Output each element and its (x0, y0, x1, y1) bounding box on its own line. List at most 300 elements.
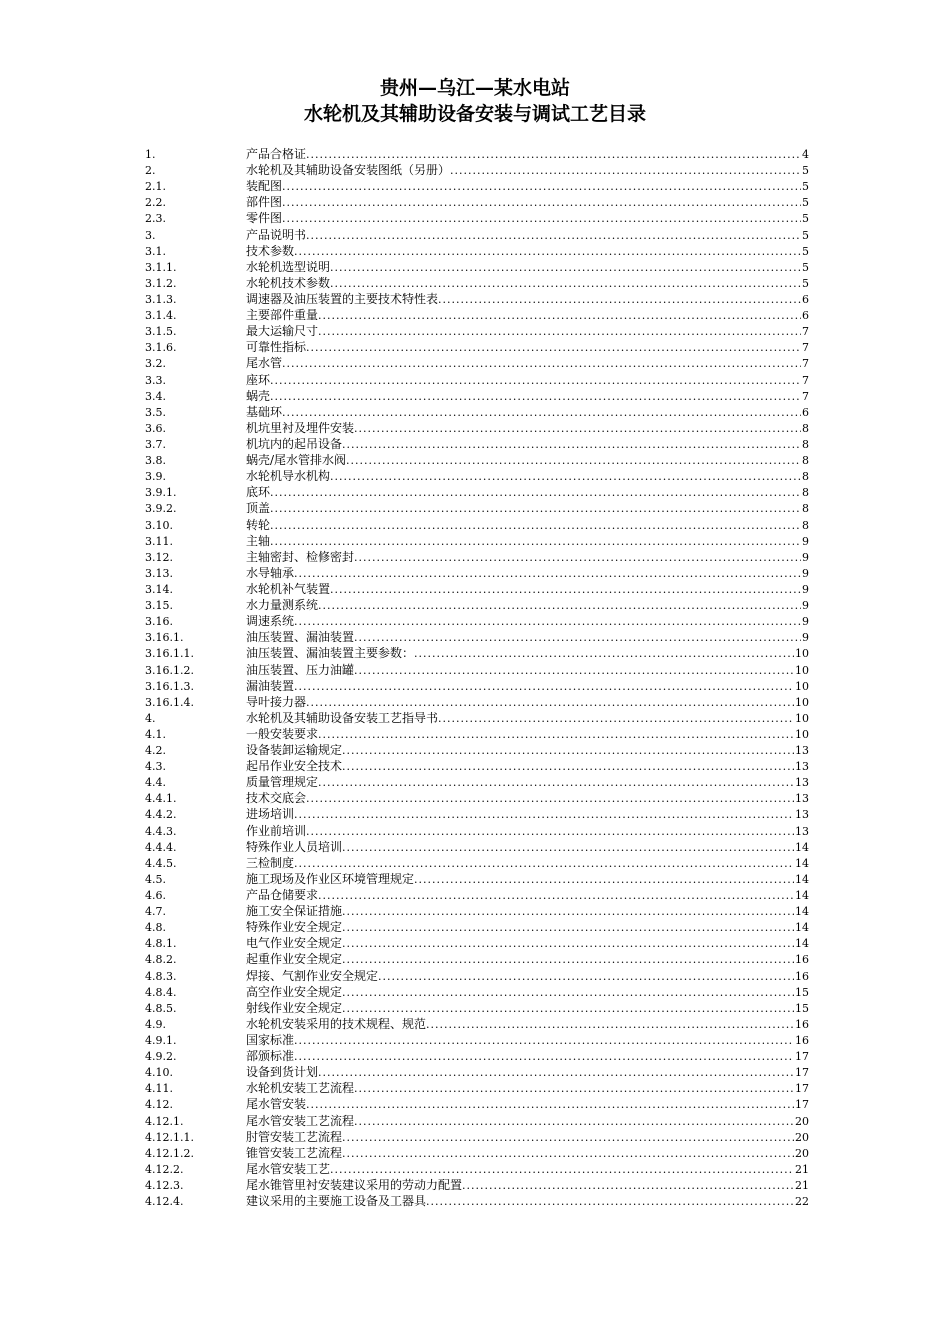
toc-dot-leader (354, 630, 801, 646)
toc-entry[interactable] (145, 533, 809, 549)
toc-entry-title: 漏油装置 (246, 678, 295, 693)
toc-entry-number: 4.10. (145, 1066, 173, 1080)
toc-entry-page-number: 8 (802, 421, 809, 435)
toc-entry[interactable] (145, 355, 809, 371)
toc-entry-title: 部件图 (246, 195, 283, 210)
toc-entry-number: 3.13. (145, 566, 173, 580)
toc-entry-title: 座环 (246, 372, 271, 387)
document-title-line2: 水轮机及其辅助设备安装与调试工艺目录 (303, 103, 646, 125)
toc-entry-number: 4. (145, 711, 156, 725)
toc-entry[interactable] (145, 1113, 809, 1129)
toc-entry[interactable] (145, 855, 809, 871)
toc-entry-number: 4.4.2. (145, 808, 177, 822)
toc-dot-leader (414, 872, 794, 888)
toc-entry-page-number: 21 (795, 1179, 809, 1192)
toc-dot-leader (294, 807, 794, 823)
toc-entry[interactable] (145, 774, 809, 790)
toc-dot-leader (330, 469, 801, 485)
toc-entry-page-number: 4 (802, 148, 809, 161)
toc-entry-number: 3.16.1. (145, 631, 184, 645)
toc-entry-page-number: 13 (795, 776, 809, 790)
toc-entry[interactable] (145, 420, 809, 436)
toc-entry-title: 技术参数 (246, 243, 295, 258)
toc-entry[interactable] (145, 565, 809, 581)
toc-entry-title: 施工安全保证措施 (246, 904, 343, 919)
toc-entry-number: 4.8.3. (145, 969, 177, 983)
toc-entry-page-number: 15 (795, 1001, 809, 1015)
toc-entry-page-number: 14 (795, 840, 809, 854)
toc-entry-number: 4.4.1. (145, 792, 177, 806)
toc-dot-leader (294, 679, 794, 695)
toc-entry-number: 2.1. (145, 180, 166, 194)
toc-entry-number: 3.14. (145, 582, 173, 596)
toc-entry-page-number: 16 (795, 969, 809, 983)
toc-entry-number: 3. (145, 228, 156, 242)
toc-entry-page-number: 16 (795, 953, 809, 967)
toc-dot-leader (318, 598, 801, 614)
toc-dot-leader (342, 840, 794, 856)
toc-dot-leader (270, 534, 801, 550)
toc-entry-number: 3.16. (145, 615, 173, 629)
toc-entry-title: 底环 (246, 485, 271, 500)
toc-entry-page-number: 9 (802, 534, 809, 548)
toc-dot-leader (342, 1146, 794, 1162)
toc-entry-number: 4.8. (145, 921, 166, 935)
toc-dot-leader (354, 663, 794, 679)
toc-entry-page-number: 20 (795, 1130, 809, 1144)
toc-entry-number: 4.8.2. (145, 953, 177, 967)
toc-entry-title: 装配图 (246, 179, 283, 194)
toc-dot-leader (282, 211, 801, 227)
toc-dot-leader (306, 1097, 794, 1113)
toc-dot-leader (342, 985, 794, 1001)
toc-entry[interactable] (145, 1096, 809, 1112)
toc-entry-page-number: 9 (802, 566, 809, 580)
toc-entry[interactable] (145, 243, 809, 259)
toc-entry-number: 4.6. (145, 889, 166, 903)
toc-entry[interactable] (145, 629, 809, 645)
toc-entry-page-number: 16 (795, 1034, 809, 1048)
toc-entry[interactable] (145, 597, 809, 613)
toc-dot-leader (354, 1081, 794, 1097)
toc-entry[interactable] (145, 790, 809, 806)
toc-dot-leader (270, 485, 801, 501)
toc-entry-page-number: 8 (802, 486, 809, 500)
toc-entry-title: 起吊作业安全技术 (246, 759, 343, 774)
toc-entry-number: 2.2. (145, 196, 166, 210)
toc-dot-leader (330, 276, 801, 292)
toc-entry-title: 肘管安装工艺流程 (246, 1129, 343, 1144)
toc-entry-number: 3.16.1.1. (145, 647, 194, 661)
toc-dot-leader (462, 1178, 794, 1194)
toc-entry-number: 4.8.4. (145, 985, 177, 999)
toc-entry-number: 4.11. (145, 1082, 173, 1096)
toc-entry-number: 4.12.1.2. (145, 1146, 194, 1160)
toc-dot-leader (342, 920, 794, 936)
toc-entry-number: 2. (145, 164, 156, 178)
toc-entry[interactable] (145, 919, 809, 935)
toc-dot-leader (342, 743, 794, 759)
toc-entry-title: 水导轴承 (246, 565, 295, 580)
toc-entry-page-number: 10 (795, 695, 809, 709)
toc-entry-number: 3.1. (145, 244, 166, 258)
toc-entry-number: 3.2. (145, 357, 166, 371)
toc-entry[interactable] (145, 581, 809, 597)
toc-entry-title: 调速系统 (246, 614, 295, 629)
toc-entry-number: 4.4. (145, 776, 166, 790)
toc-entry-page-number: 13 (795, 808, 809, 822)
toc-entry[interactable] (145, 984, 809, 1000)
toc-dot-leader (294, 856, 794, 872)
toc-entry-number: 3.16.1.2. (145, 663, 194, 677)
toc-entry-title: 调速器及油压装置的主要技术特性表 (246, 291, 439, 306)
toc-entry[interactable] (145, 935, 809, 951)
toc-entry[interactable] (145, 968, 809, 984)
toc-entry[interactable] (145, 806, 809, 822)
toc-entry-page-number: 16 (795, 1017, 809, 1031)
toc-dot-leader (270, 518, 801, 534)
toc-entry-number: 4.8.1. (145, 937, 177, 951)
toc-entry-page-number: 14 (795, 872, 809, 886)
toc-dot-leader (294, 1033, 794, 1049)
toc-entry[interactable] (145, 436, 809, 452)
toc-entry-title: 基础环 (246, 404, 283, 419)
toc-dot-leader (354, 1114, 794, 1130)
toc-entry-title: 转轮 (246, 517, 271, 532)
toc-entry-page-number: 14 (795, 856, 809, 870)
toc-entry-page-number: 5 (802, 180, 809, 194)
toc-entry-page-number: 5 (802, 212, 809, 226)
toc-dot-leader (294, 244, 801, 260)
toc-entry[interactable] (145, 291, 809, 307)
toc-entry-page-number: 5 (802, 228, 809, 242)
toc-dot-leader (354, 421, 801, 437)
toc-dot-leader (426, 1194, 794, 1210)
toc-entry-page-number: 8 (802, 502, 809, 516)
toc-entry-page-number: 14 (795, 905, 809, 919)
toc-entry[interactable] (145, 275, 809, 291)
toc-entry-title: 产品仓储要求 (246, 888, 319, 903)
toc-dot-leader (438, 711, 794, 727)
toc-entry[interactable] (145, 662, 809, 678)
toc-entry-number: 3.16.1.3. (145, 679, 194, 693)
toc-entry[interactable] (145, 613, 809, 629)
toc-dot-leader (282, 195, 801, 211)
toc-dot-leader (306, 340, 801, 356)
toc-entry[interactable] (145, 678, 809, 694)
toc-entry[interactable] (145, 194, 809, 210)
toc-dot-leader (346, 453, 801, 469)
toc-entry-page-number: 13 (795, 744, 809, 758)
toc-entry-number: 4.1. (145, 727, 166, 741)
toc-entry-title: 三检制度 (246, 855, 295, 870)
toc-entry-number: 4.12.1. (145, 1114, 184, 1128)
toc-dot-leader (342, 904, 794, 920)
toc-entry-page-number: 5 (802, 164, 809, 178)
toc-entry-page-number: 10 (795, 711, 809, 725)
toc-entry[interactable] (145, 694, 809, 710)
toc-dot-leader (282, 405, 801, 421)
toc-entry-number: 4.9.2. (145, 1050, 177, 1064)
toc-entry-title: 产品说明书 (246, 227, 307, 242)
table-of-contents (145, 146, 809, 1209)
toc-entry[interactable] (145, 452, 809, 468)
toc-entry-number: 3.9. (145, 470, 166, 484)
toc-entry[interactable] (145, 1016, 809, 1032)
toc-entry-page-number: 5 (802, 244, 809, 258)
toc-entry-title: 蜗壳 (246, 388, 271, 403)
toc-entry[interactable] (145, 227, 809, 243)
toc-entry[interactable] (145, 1145, 809, 1161)
toc-dot-leader (318, 324, 801, 340)
toc-dot-leader (270, 501, 801, 517)
toc-entry-title: 可靠性指标 (246, 340, 307, 355)
toc-entry-page-number: 5 (802, 260, 809, 274)
toc-entry-title: 最大运输尺寸 (246, 324, 319, 339)
toc-entry-title: 水轮机导水机构 (246, 469, 331, 484)
toc-entry-number: 3.15. (145, 599, 173, 613)
toc-entry-title: 水力量测系统 (246, 598, 319, 613)
toc-dot-leader (342, 759, 794, 775)
toc-dot-leader (342, 1001, 794, 1017)
toc-entry-page-number: 20 (795, 1114, 809, 1128)
toc-entry[interactable] (145, 178, 809, 194)
toc-entry[interactable] (145, 1161, 809, 1177)
toc-entry-number: 3.1.2. (145, 276, 177, 290)
toc-entry-page-number: 7 (802, 325, 809, 339)
toc-dot-leader (330, 582, 801, 598)
toc-dot-leader (438, 292, 801, 308)
toc-entry[interactable] (145, 903, 809, 919)
toc-dot-leader (318, 888, 794, 904)
toc-entry-number: 3.9.2. (145, 502, 177, 516)
toc-entry[interactable] (145, 372, 809, 388)
toc-entry-title: 油压装置、压力油罐 (246, 662, 355, 677)
toc-entry-title: 水轮机安装工艺流程 (246, 1081, 355, 1096)
toc-entry-number: 3.7. (145, 437, 166, 451)
toc-dot-leader (270, 373, 801, 389)
toc-entry[interactable] (145, 549, 809, 565)
toc-dot-leader (306, 695, 794, 711)
toc-entry-title: 电气作业安全规定 (246, 936, 343, 951)
toc-entry[interactable] (145, 146, 809, 162)
toc-entry-title: 作业前培训 (246, 823, 307, 838)
toc-dot-leader (318, 727, 794, 743)
toc-entry-title: 施工现场及作业区环境管理规定 (246, 871, 415, 886)
toc-entry[interactable] (145, 1064, 809, 1080)
toc-dot-leader (306, 147, 801, 163)
toc-entry-title: 机坑内的起吊设备 (246, 436, 343, 451)
toc-entry[interactable] (145, 468, 809, 484)
toc-entry-title: 尾水管安装工艺流程 (246, 1113, 355, 1128)
toc-entry[interactable] (145, 1193, 809, 1209)
toc-entry[interactable] (145, 517, 809, 533)
toc-entry-title: 一般安装要求 (246, 726, 319, 741)
toc-entry-number: 4.9.1. (145, 1034, 177, 1048)
toc-entry-title: 进场培训 (246, 807, 295, 822)
toc-dot-leader (378, 969, 794, 985)
toc-entry[interactable] (145, 839, 809, 855)
toc-entry[interactable] (145, 1177, 809, 1193)
toc-entry-number: 4.5. (145, 872, 166, 886)
toc-entry-title: 锥管安装工艺流程 (246, 1145, 343, 1160)
toc-entry-title: 射线作业安全规定 (246, 1000, 343, 1015)
toc-entry[interactable] (145, 388, 809, 404)
toc-entry-page-number: 6 (802, 405, 809, 419)
toc-entry[interactable] (145, 404, 809, 420)
toc-entry-page-number: 7 (802, 357, 809, 371)
toc-entry-page-number: 13 (795, 792, 809, 806)
toc-dot-leader (354, 550, 801, 566)
toc-entry-title: 设备装卸运输规定 (246, 743, 343, 758)
toc-dot-leader (342, 437, 801, 453)
toc-dot-leader (342, 1130, 794, 1146)
toc-entry-number: 4.9. (145, 1017, 166, 1031)
toc-entry-number: 4.4.3. (145, 824, 177, 838)
toc-entry[interactable] (145, 484, 809, 500)
toc-dot-leader (270, 389, 801, 405)
toc-entry[interactable] (145, 645, 809, 661)
toc-entry-title: 质量管理规定 (246, 775, 319, 790)
toc-entry[interactable] (145, 887, 809, 903)
toc-dot-leader (294, 566, 801, 582)
toc-entry-number: 3.1.1. (145, 260, 177, 274)
toc-entry[interactable] (145, 323, 809, 339)
toc-dot-leader (342, 952, 794, 968)
toc-entry-page-number: 15 (795, 985, 809, 999)
toc-entry-page-number: 14 (795, 889, 809, 903)
toc-dot-leader (318, 308, 801, 324)
toc-entry-number: 3.1.4. (145, 309, 177, 323)
toc-entry-number: 3.1.5. (145, 325, 177, 339)
toc-entry-page-number: 14 (795, 921, 809, 935)
toc-entry-page-number: 5 (802, 276, 809, 290)
toc-entry[interactable] (145, 307, 809, 323)
toc-entry-page-number: 5 (802, 196, 809, 210)
toc-entry-number: 2.3. (145, 212, 166, 226)
toc-entry-number: 3.3. (145, 373, 166, 387)
toc-entry-page-number: 9 (802, 631, 809, 645)
toc-entry[interactable] (145, 742, 809, 758)
toc-entry[interactable] (145, 1048, 809, 1064)
toc-entry-title: 主轴 (246, 533, 271, 548)
toc-dot-leader (342, 936, 794, 952)
toc-entry-page-number: 21 (795, 1162, 809, 1176)
toc-entry-page-number: 9 (802, 599, 809, 613)
toc-entry-page-number: 7 (802, 341, 809, 355)
toc-entry[interactable] (145, 951, 809, 967)
toc-entry-title: 尾水锥管里衬安装建议采用的劳动力配置 (246, 1178, 463, 1192)
toc-entry-title: 油压装置、漏油装置 (246, 630, 355, 645)
toc-dot-leader (306, 228, 801, 244)
toc-entry-page-number: 6 (802, 309, 809, 323)
toc-dot-leader (414, 646, 794, 662)
toc-entry[interactable] (145, 210, 809, 226)
toc-entry-page-number: 8 (802, 454, 809, 468)
toc-entry-number: 3.8. (145, 454, 166, 468)
toc-entry-title: 水轮机安装采用的技术规程、规范 (246, 1016, 427, 1031)
toc-entry-page-number: 17 (795, 1098, 809, 1112)
toc-entry[interactable] (145, 1129, 809, 1145)
toc-entry-number: 1. (145, 148, 156, 161)
toc-entry[interactable] (145, 500, 809, 516)
toc-entry-title: 尾水管 (246, 356, 283, 371)
toc-entry-page-number: 13 (795, 824, 809, 838)
toc-entry-title: 特殊作业人员培训 (246, 839, 343, 854)
toc-entry-page-number: 6 (802, 292, 809, 306)
toc-entry[interactable] (145, 339, 809, 355)
toc-entry-page-number: 17 (795, 1050, 809, 1064)
toc-entry-page-number: 7 (802, 389, 809, 403)
toc-dot-leader (306, 791, 794, 807)
toc-entry-number: 3.16.1.4. (145, 695, 194, 709)
toc-entry-number: 3.9.1. (145, 486, 177, 500)
toc-entry-number: 4.4.4. (145, 840, 177, 854)
toc-entry-title: 技术交底会 (246, 791, 307, 806)
toc-entry-number: 4.12. (145, 1098, 173, 1112)
toc-dot-leader (318, 1065, 794, 1081)
toc-entry-page-number: 10 (795, 647, 809, 661)
toc-entry-number: 4.8.5. (145, 1001, 177, 1015)
toc-entry-title: 水轮机技术参数 (246, 275, 331, 290)
toc-entry-number: 3.6. (145, 421, 166, 435)
toc-dot-leader (426, 1017, 794, 1033)
toc-entry-page-number: 9 (802, 615, 809, 629)
toc-entry-title: 水轮机补气装置 (246, 581, 331, 596)
toc-entry[interactable] (145, 726, 809, 742)
toc-entry[interactable] (145, 710, 809, 726)
toc-entry-page-number: 8 (802, 518, 809, 532)
toc-entry-title: 尾水管安装 (246, 1097, 307, 1112)
toc-entry[interactable] (145, 823, 809, 839)
toc-entry[interactable] (145, 162, 809, 178)
toc-entry-number: 4.7. (145, 905, 166, 919)
toc-entry-page-number: 8 (802, 470, 809, 484)
toc-entry-title: 起重作业安全规定 (246, 952, 343, 967)
toc-entry-page-number: 8 (802, 437, 809, 451)
toc-entry-title: 机坑里衬及埋件安装 (246, 420, 355, 435)
toc-entry-number: 4.4.5. (145, 856, 177, 870)
toc-entry-title: 特殊作业安全规定 (246, 920, 343, 935)
toc-entry-page-number: 10 (795, 663, 809, 677)
toc-dot-leader (330, 260, 801, 276)
toc-entry-number: 3.11. (145, 534, 173, 548)
toc-entry-page-number: 9 (802, 550, 809, 564)
toc-entry-page-number: 14 (795, 937, 809, 951)
toc-entry-page-number: 9 (802, 582, 809, 596)
toc-entry[interactable] (145, 871, 809, 887)
toc-entry-number: 4.12.3. (145, 1179, 184, 1192)
toc-entry-page-number: 22 (795, 1195, 809, 1209)
document-title-line1: 贵州—乌江—某水电站 (379, 77, 570, 99)
toc-entry-page-number: 13 (795, 760, 809, 774)
toc-entry-page-number: 17 (795, 1082, 809, 1096)
toc-entry-title: 尾水管安装工艺 (246, 1161, 331, 1176)
toc-entry[interactable] (145, 758, 809, 774)
toc-entry-page-number: 10 (795, 679, 809, 693)
toc-entry-title: 建议采用的主要施工设备及工器具 (246, 1194, 427, 1209)
toc-entry-title: 蜗壳/尾水管排水阀 (246, 453, 347, 468)
toc-entry[interactable] (145, 1032, 809, 1048)
toc-entry-page-number: 17 (795, 1066, 809, 1080)
toc-entry[interactable] (145, 1080, 809, 1096)
toc-dot-leader (306, 824, 794, 840)
toc-entry[interactable] (145, 259, 809, 275)
toc-entry-title: 产品合格证 (246, 147, 307, 161)
toc-entry-title: 高空作业安全规定 (246, 984, 343, 999)
toc-entry[interactable] (145, 1000, 809, 1016)
toc-entry-title: 主要部件重量 (246, 308, 319, 323)
